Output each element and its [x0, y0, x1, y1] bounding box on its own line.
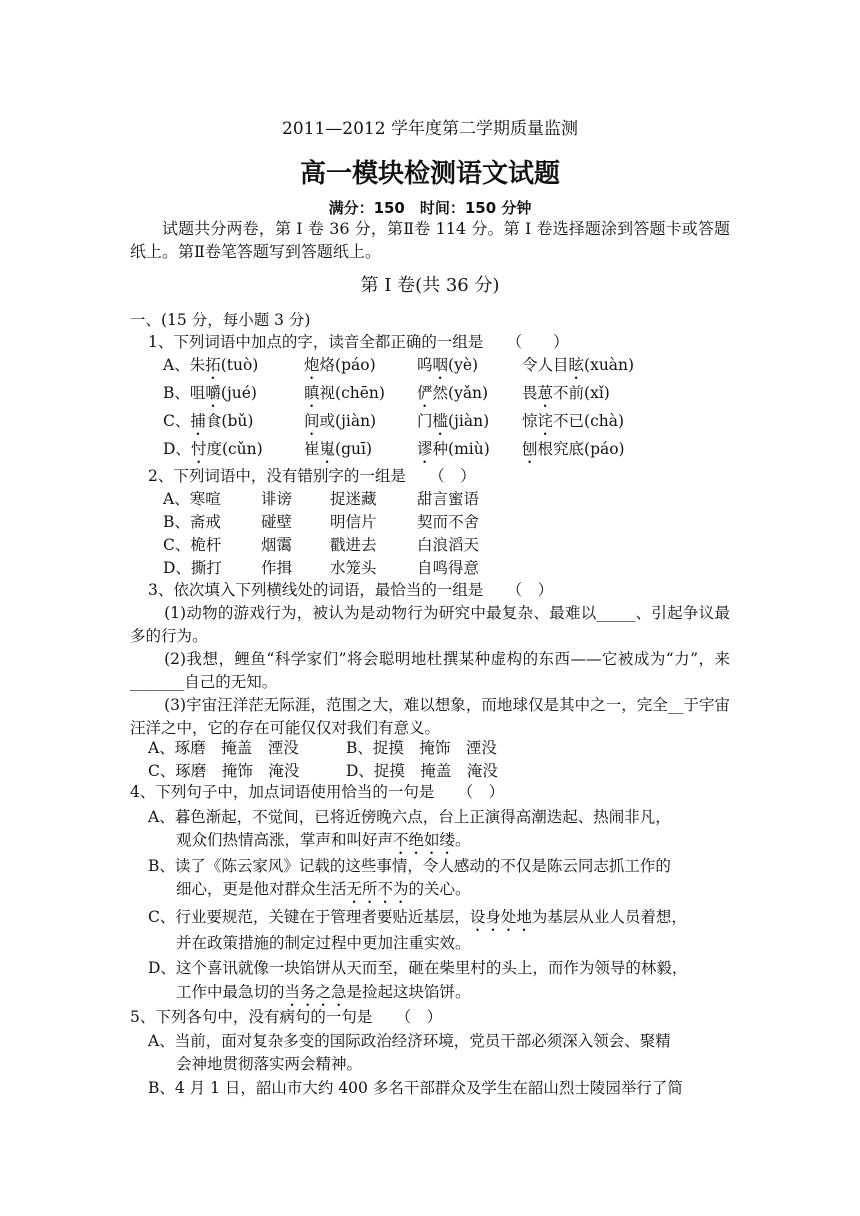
q3-sentence-1: (1)动物的游戏行为，被认为是动物行为研究中最复杂、最难以_____、引起争议最多的行为。	[130, 604, 730, 645]
part1-title: 第 I 卷(共 36 分)	[360, 275, 500, 296]
q4-option-a-line2: 观众们热情高涨，掌声和叫好声不绝如缕。	[176, 831, 471, 849]
exam-header: 2011—2012 学年度第二学期质量监测	[282, 119, 578, 139]
intro-paragraph: 试题共分两卷，第 I 卷 36 分，第Ⅱ卷 114 分。第 I 卷选择题涂到答题卡或答题纸上。第Ⅱ卷笔答题写到答题纸上。	[130, 219, 730, 261]
q1-option-a: A、朱拓(tuò) 炮烙(páo) 呜咽(yè) 令人目眩(xuàn)	[163, 356, 635, 374]
q5-stem: 5、下列各句中，没有病句的一句是 （ ）	[130, 1008, 443, 1026]
q5-option-a-line2: 会神地贯彻落实两会精神。	[176, 1055, 363, 1073]
q5-option-a-line1: A、当前，面对复杂多变的国际政治经济环境，党员干部必须深入领会、聚精	[148, 1032, 671, 1050]
q1-option-d: D、忖度(cǔn) 崔嵬(guī) 谬种(miù) 刨根究底(páo)	[163, 440, 625, 458]
q4-stem: 4、下列句子中，加点词语使用恰当的一句是 （ ）	[130, 783, 505, 801]
exam-title: 高一模块检测语文试题	[299, 159, 560, 189]
q2-option-c: C、桅杆 烟霭 戳进去 白浪滔天	[163, 536, 480, 554]
q1-option-c: C、捕食(bǔ) 间或(jiàn) 门槛(jiàn) 惊诧不已(chà)	[163, 412, 625, 430]
q2-option-b: B、斋戒 碰壁 明信片 契而不舍	[163, 513, 480, 531]
q5-option-b-line1: B、4 月 1 日，韶山市大约 400 多名干部群众及学生在韶山烈士陵园举行了简	[148, 1079, 683, 1097]
q3-sentence-2: (2)我想，鲤鱼“科学家们”将会聪明地杜撰某种虚构的东西——它被成为“力”，来_______自己的无知。	[130, 650, 730, 691]
q4-option-a-line1: A、暮色渐起，不觉间，已将近傍晚六点，台上正演得高潮迭起、热闹非凡，	[148, 808, 671, 826]
q1-stem: 1、下列词语中加点的字，读音全都正确的一组是 （ ）	[148, 333, 569, 351]
q4-option-b-line1: B、读了《陈云家风》记载的这些事情，令人感动的不仅是陈云同志抓工作的	[148, 857, 671, 875]
q4-option-d-line2: 工作中最急切的当务之急是捡起这块馅饼。	[176, 983, 471, 1001]
q2-stem: 2、下列词语中，没有错别字的一组是 （ ）	[148, 467, 476, 485]
q2-option-a: A、寒喧 诽谤 捉迷藏 甜言蜜语	[163, 490, 480, 508]
q4-option-b-line2: 细心，更是他对群众生活无所不为的关心。	[176, 880, 471, 898]
q4-option-c-line2: 并在政策措施的制定过程中更加注重实效。	[176, 934, 471, 952]
section1-heading: 一、(15 分，每小题 3 分)	[130, 311, 311, 329]
q3-sentence-3: (3)宇宙汪洋茫无际涯，范围之大，难以想象，而地球仅是其中之一，完全__于宇宙汪洋之中，它的存在可能仅仅对我们有意义。	[130, 696, 730, 737]
score-time-line: 满分：150 时间：150 分钟	[328, 199, 532, 217]
q2-option-d: D、撕打 作揖 水笼头 自鸣得意	[163, 559, 480, 577]
q3-stem: 3、依次填入下列横线处的词语，最恰当的一组是 （ ）	[148, 581, 554, 599]
q1-option-b: B、咀嚼(jué) 瞋视(chēn) 俨然(yǎn) 畏葸不前(xǐ)	[163, 384, 610, 402]
q4-option-d-line1: D、这个喜讯就像一块馅饼从天而至，砸在柴里村的头上，而作为领导的林毅，	[148, 959, 688, 977]
q3-options-ab: A、琢磨 掩盖 湮没 B、捉摸 掩饰 湮没	[148, 739, 497, 757]
q4-option-c-line1: C、行业要规范，关键在于管理者要贴近基层，设身处地为基层从业人员着想，	[148, 908, 687, 926]
q3-options-cd: C、琢磨 掩饰 淹没 D、捉摸 掩盖 淹没	[148, 762, 498, 780]
